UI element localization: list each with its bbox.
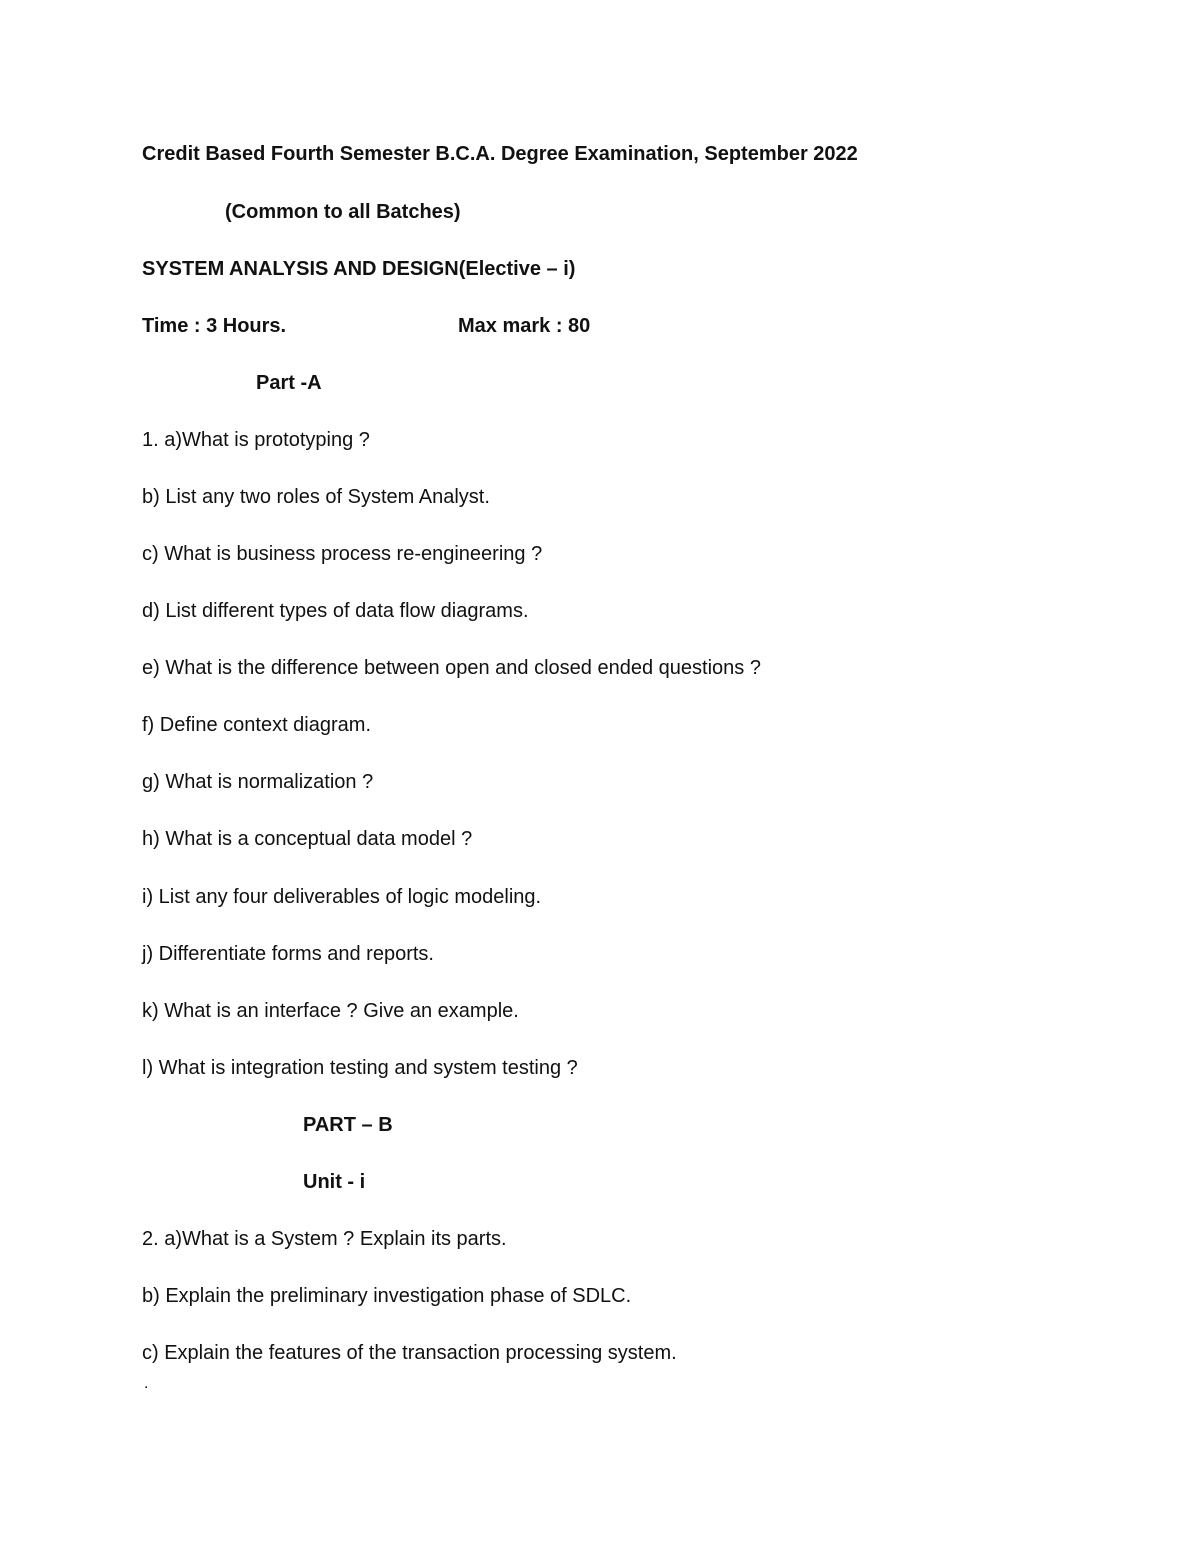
question-1c: c) What is business process re-engineering ? [142, 543, 543, 565]
question-2b: b) Explain the preliminary investigation phase of SDLC. [142, 1285, 632, 1307]
question-1e: e) What is the difference between open and closed ended questions ? [142, 657, 761, 679]
question-1l: l) What is integration testing and system testing ? [142, 1057, 578, 1079]
subject-title: SYSTEM ANALYSIS AND DESIGN(Elective – i) [142, 258, 576, 280]
question-1k: k) What is an interface ? Give an example. [142, 1000, 519, 1022]
question-1h: h) What is a conceptual data model ? [142, 828, 473, 850]
time-allowed: Time : 3 Hours. [142, 315, 287, 337]
question-1f: f) Define context diagram. [142, 714, 371, 736]
question-1j: j) Differentiate forms and reports. [142, 943, 434, 965]
question-1g: g) What is normalization ? [142, 771, 374, 793]
question-1i: i) List any four deliverables of logic modeling. [142, 886, 542, 908]
trailing-mark: . [144, 1375, 149, 1392]
question-1d: d) List different types of data flow diagrams. [142, 600, 529, 622]
question-1a: 1. a)What is prototyping ? [142, 429, 370, 451]
question-2c: c) Explain the features of the transaction processing system. [142, 1342, 677, 1364]
part-a-heading: Part -A [256, 372, 322, 394]
question-2a: 2. a)What is a System ? Explain its parts. [142, 1228, 507, 1250]
exam-title: Credit Based Fourth Semester B.C.A. Degree Examination, September 2022 [142, 143, 858, 165]
batches-note: (Common to all Batches) [225, 201, 461, 223]
part-b-heading: PART – B [303, 1114, 393, 1136]
unit-heading: Unit - i [303, 1171, 366, 1193]
max-mark: Max mark : 80 [458, 315, 591, 337]
question-1b: b) List any two roles of System Analyst. [142, 486, 490, 508]
